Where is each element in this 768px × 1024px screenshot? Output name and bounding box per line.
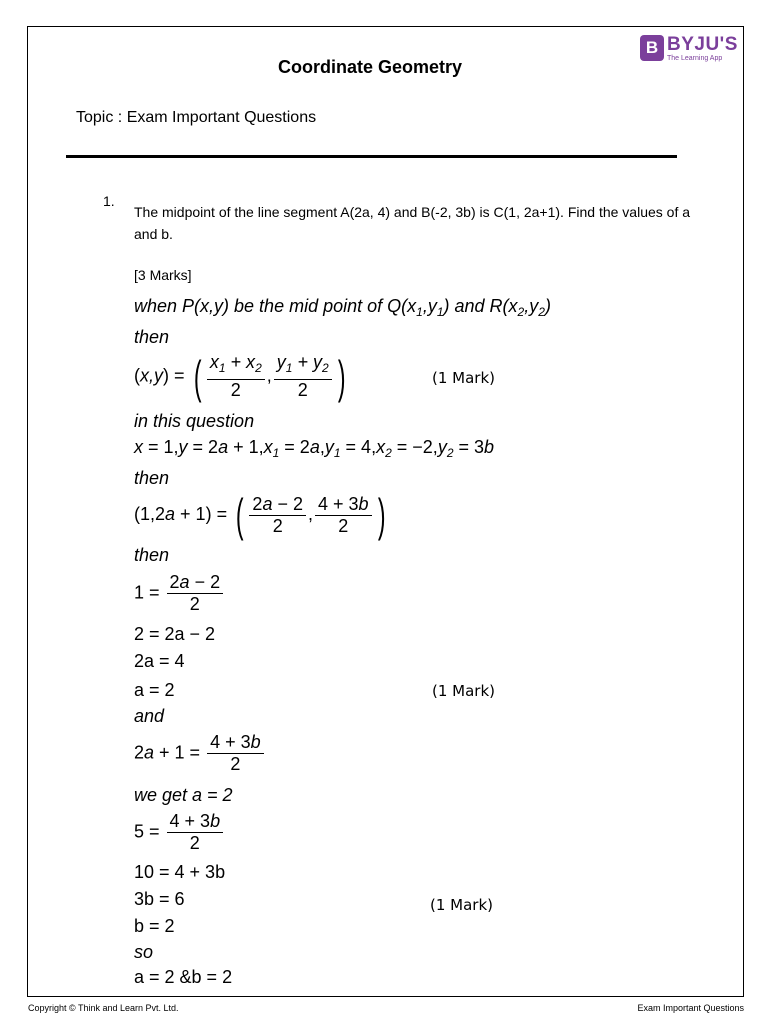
logo-tagline: The Learning App <box>667 55 723 62</box>
page-title: Coordinate Geometry <box>277 57 463 77</box>
equation-1: 1 = $\frac{2a - 2}{2}$ <box>134 572 225 615</box>
equation-5: 2a + 1 = $\frac{4 + 3b}{2}$ <box>134 732 266 775</box>
solution-in-question: in this question <box>134 411 255 431</box>
question-marks: [3 Marks] <box>134 267 192 283</box>
logo-badge-icon: B <box>640 35 664 61</box>
solution-we-get: we get a = 2 <box>134 785 233 805</box>
solution-then-1: then <box>134 327 170 347</box>
equation-9: b = 2 <box>134 916 175 936</box>
footer-title: Exam Important Questions <box>637 1003 744 1013</box>
equation-7: 10 = 4 + 3b <box>134 862 226 882</box>
equation-8: 3b = 6 <box>134 889 185 909</box>
final-answer: a = 2 &b = 2 <box>134 967 233 987</box>
solution-line-1: when P(x,y) be the mid point of $Q(x_1,y_1)$ and $R(x_2,y_2)$ <box>134 296 551 319</box>
equation-6: 5 = $\frac{4 + 3b}{2}$ <box>134 811 225 854</box>
footer-copyright: Copyright © Think and Learn Pvt. Ltd. <box>28 1003 179 1013</box>
equation-2: 2 = 2a − 2 <box>134 624 216 644</box>
mark-label-2: (1 Mark) <box>432 682 496 700</box>
divider <box>66 155 677 158</box>
topic-line: Topic : Exam Important Questions <box>76 109 317 126</box>
solution-then-2: then <box>134 468 170 488</box>
solution-then-3: then <box>134 545 170 565</box>
solution-so: so <box>134 942 154 962</box>
mark-label-1: (1 Mark) <box>432 369 496 387</box>
equation-4: a = 2 <box>134 680 175 700</box>
solution-and: and <box>134 706 165 726</box>
question-number: 1. <box>103 193 115 209</box>
midpoint-formula: (x,y) = ( $\frac{x_1 + x_2}{2}$ , $\frac{y_1 + y_2}{2}$ ) <box>134 350 346 403</box>
given-values: $x = 1,y = 2a + 1,x_1 = 2a,y_1 = 4,x_2 = -2,y_2 = 3b$ <box>134 437 495 460</box>
equation-3: 2a = 4 <box>134 651 185 671</box>
substituted-formula: (1,2a + 1) = ( $\frac{2a - 2}{2}$ , $\frac{4 + 3b}{2}$ ) <box>134 489 386 541</box>
question-text: The midpoint of the line segment A(2a, 4) and B(-2, 3b) is C(1, 2a+1). Find the values of a and b. <box>134 204 691 242</box>
mark-label-3: (1 Mark) <box>430 896 494 914</box>
logo-name: BYJU'S <box>667 34 738 55</box>
